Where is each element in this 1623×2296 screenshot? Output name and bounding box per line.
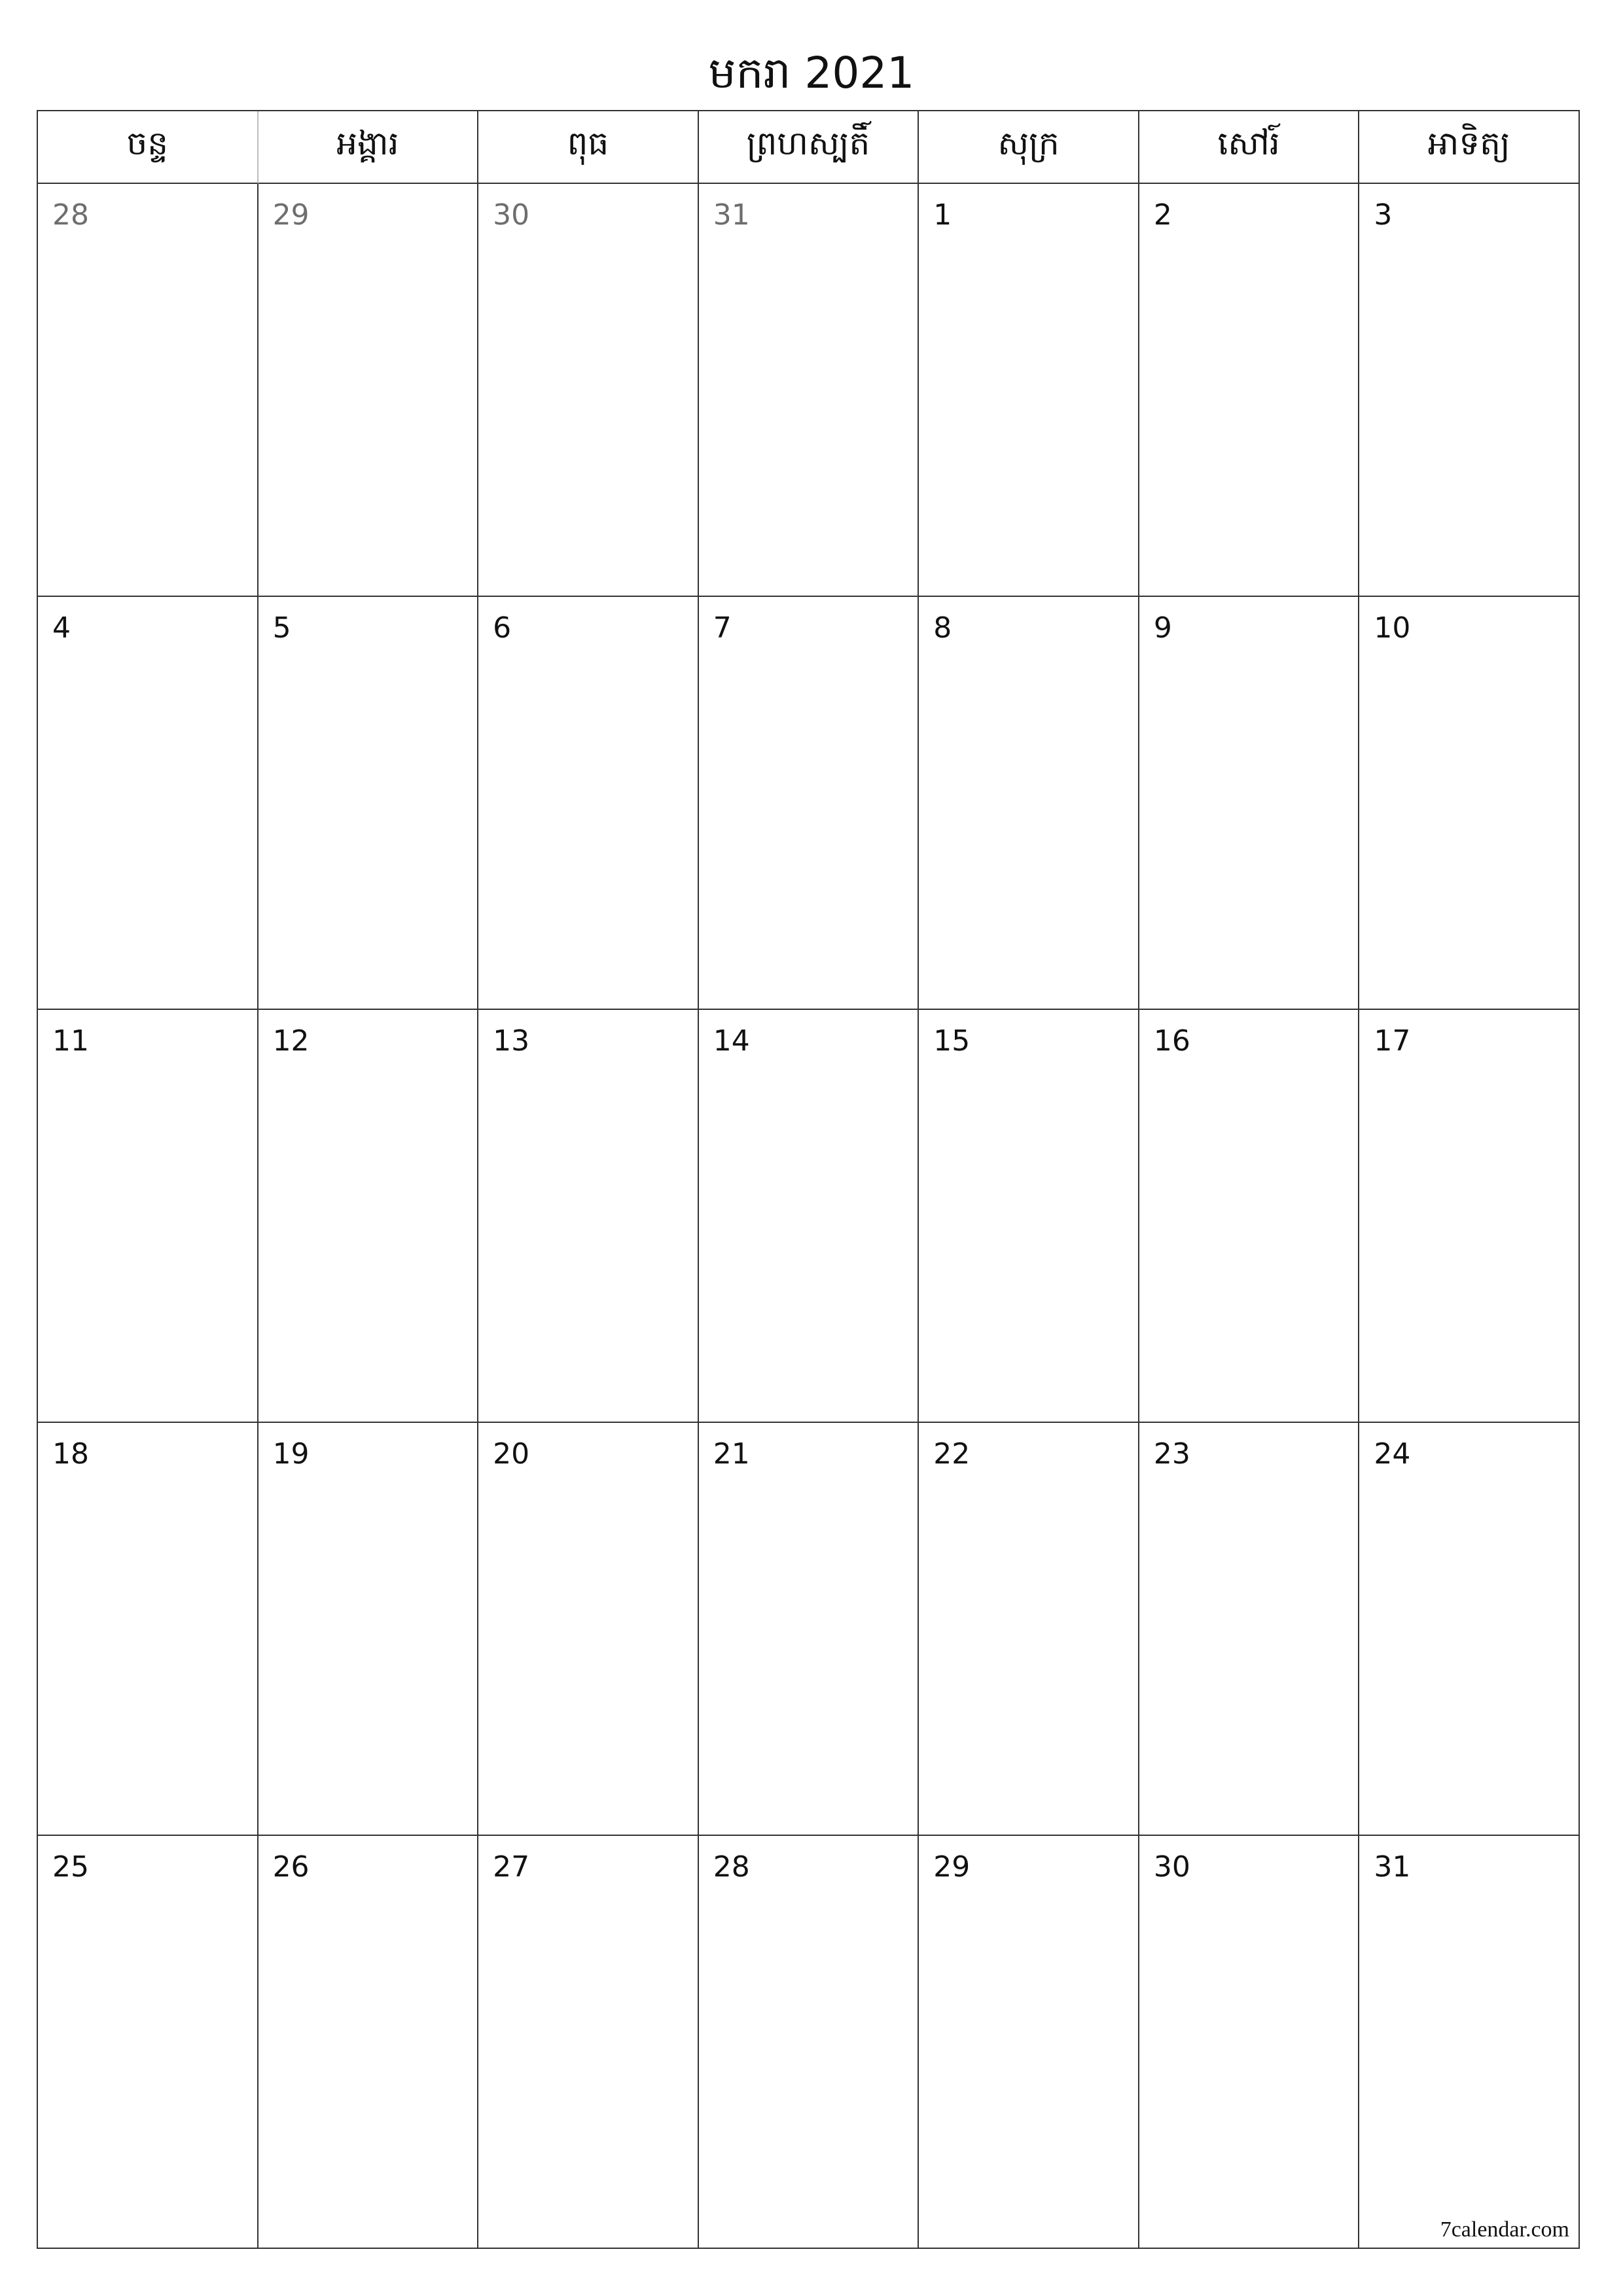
day-cell[interactable] <box>259 1010 479 1423</box>
day-number: 2 <box>1153 198 1172 232</box>
day-number: 25 <box>52 1850 89 1884</box>
day-number: 8 <box>933 611 952 645</box>
day-number: 26 <box>272 1850 310 1884</box>
day-cell[interactable] <box>1139 1010 1360 1423</box>
day-cell[interactable] <box>1359 184 1580 597</box>
day-number: 27 <box>493 1850 530 1884</box>
day-number: 18 <box>52 1437 89 1471</box>
day-cell[interactable] <box>259 1836 479 2249</box>
day-number: 21 <box>713 1437 750 1471</box>
day-number: 24 <box>1374 1437 1411 1471</box>
day-number: 30 <box>493 198 530 232</box>
day-number: 20 <box>493 1437 530 1471</box>
day-number: 15 <box>933 1024 971 1058</box>
day-number: 10 <box>1374 611 1411 645</box>
day-cell[interactable] <box>38 1010 259 1423</box>
day-cell[interactable] <box>919 1836 1139 2249</box>
day-cell[interactable] <box>1139 597 1360 1010</box>
day-number: 7 <box>713 611 732 645</box>
day-cell[interactable] <box>259 597 479 1010</box>
day-number: 3 <box>1374 198 1393 232</box>
calendar-title: មករា 2021 <box>708 48 915 98</box>
day-cell[interactable] <box>1139 1836 1360 2249</box>
day-cell[interactable] <box>1359 1836 1580 2249</box>
day-number: 22 <box>933 1437 971 1471</box>
day-number: 12 <box>272 1024 310 1058</box>
day-number: 23 <box>1153 1437 1190 1471</box>
day-cell[interactable] <box>699 1010 919 1423</box>
day-cell[interactable] <box>38 1423 259 1836</box>
day-cell-other-month[interactable] <box>699 184 919 597</box>
day-cell-other-month[interactable] <box>259 184 479 597</box>
day-cell[interactable] <box>478 1010 699 1423</box>
weekday-header: ពុធ <box>478 111 699 184</box>
day-cell[interactable] <box>919 1423 1139 1836</box>
day-number: 13 <box>493 1024 530 1058</box>
weekday-header: សៅរ៍ <box>1139 111 1360 184</box>
day-cell[interactable] <box>259 1423 479 1836</box>
day-number: 1 <box>933 198 952 232</box>
day-cell[interactable] <box>478 1423 699 1836</box>
day-number: 19 <box>272 1437 310 1471</box>
weekday-header: សុក្រ <box>919 111 1139 184</box>
day-number: 5 <box>272 611 291 645</box>
site-credit: 7calendar.com <box>1440 2217 1569 2242</box>
day-cell[interactable] <box>919 1010 1139 1423</box>
weekday-header: ព្រហស្បតិ៍ <box>699 111 919 184</box>
day-number: 16 <box>1153 1024 1190 1058</box>
day-number: 29 <box>272 198 310 232</box>
day-cell[interactable] <box>478 1836 699 2249</box>
day-number: 4 <box>52 611 71 645</box>
day-cell[interactable] <box>699 1836 919 2249</box>
day-cell[interactable] <box>919 184 1139 597</box>
day-number: 6 <box>493 611 512 645</box>
day-number: 29 <box>933 1850 971 1884</box>
day-cell[interactable] <box>919 597 1139 1010</box>
day-number: 17 <box>1374 1024 1411 1058</box>
day-number: 14 <box>713 1024 750 1058</box>
day-cell-other-month[interactable] <box>38 184 259 597</box>
weekday-header: អាទិត្យ <box>1359 111 1580 184</box>
day-cell[interactable] <box>38 1836 259 2249</box>
day-cell[interactable] <box>1359 597 1580 1010</box>
day-cell[interactable] <box>699 1423 919 1836</box>
day-number: 30 <box>1153 1850 1190 1884</box>
day-cell[interactable] <box>1359 1010 1580 1423</box>
day-cell[interactable] <box>38 597 259 1010</box>
day-cell[interactable] <box>699 597 919 1010</box>
day-cell[interactable] <box>1359 1423 1580 1836</box>
day-number: 11 <box>52 1024 89 1058</box>
day-cell[interactable] <box>478 597 699 1010</box>
weekday-header: អង្គារ <box>259 111 479 184</box>
day-cell[interactable] <box>1139 184 1360 597</box>
day-number: 28 <box>713 1850 750 1884</box>
day-number: 9 <box>1153 611 1172 645</box>
day-cell[interactable] <box>1139 1423 1360 1836</box>
day-number: 28 <box>52 198 89 232</box>
day-number: 31 <box>1374 1850 1411 1884</box>
weekday-header: ចន្ទ <box>38 111 259 184</box>
month-grid <box>37 110 1580 2249</box>
day-cell-other-month[interactable] <box>478 184 699 597</box>
day-number: 31 <box>713 198 750 232</box>
